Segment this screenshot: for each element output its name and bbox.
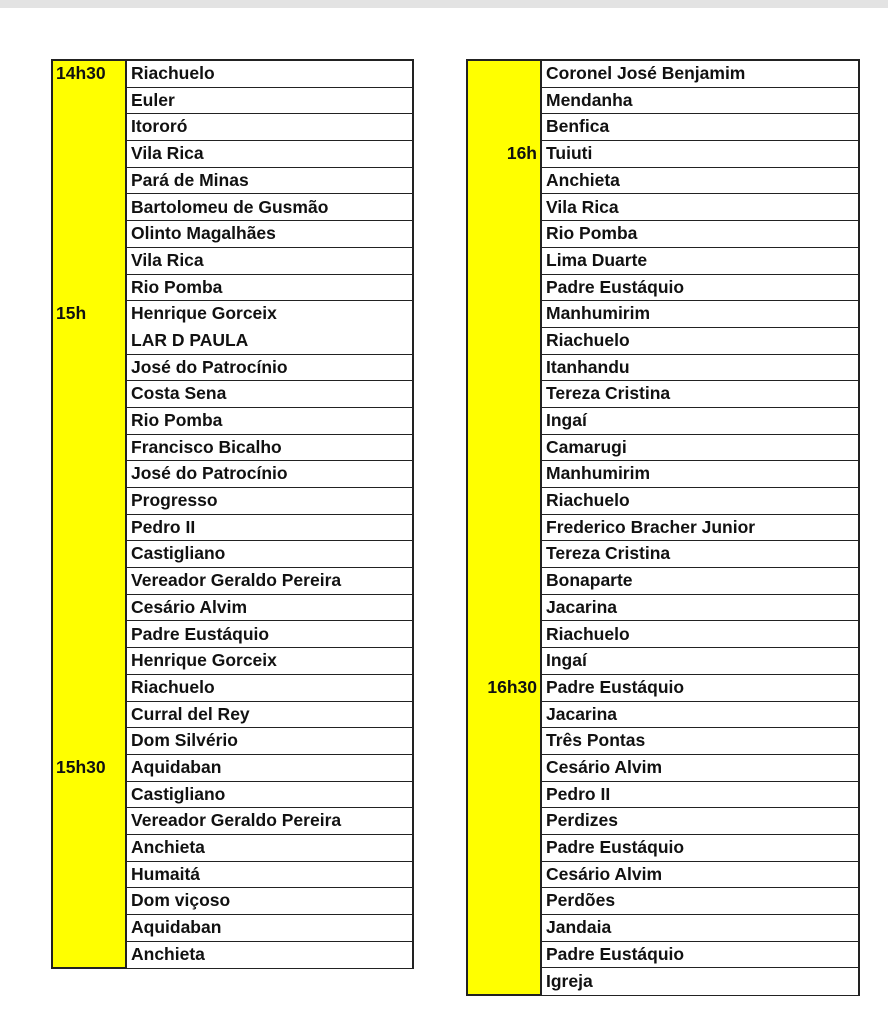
location-name-cell: Manhumirim: [541, 461, 859, 488]
location-name-cell: Vila Rica: [126, 247, 413, 274]
table-row: [52, 141, 413, 168]
location-name-cell: Benfica: [541, 114, 859, 141]
location-name-cell: Padre Eustáquio: [541, 941, 859, 968]
location-name-cell: Rio Pomba: [126, 407, 413, 434]
location-name-cell: Manhumirim: [541, 301, 859, 328]
table-row: [467, 301, 859, 328]
table-row: [467, 60, 859, 87]
time-cell: 16h30: [467, 674, 541, 701]
time-cell: [467, 354, 541, 381]
table-row: [467, 621, 859, 648]
location-name-cell: Euler: [126, 87, 413, 114]
location-name-cell: Castigliano: [126, 541, 413, 568]
location-name-cell: Riachuelo: [541, 327, 859, 354]
table-row: [52, 861, 413, 888]
table-row: [467, 327, 859, 354]
table-row: [52, 327, 413, 354]
time-cell: [467, 754, 541, 781]
table-row: [467, 274, 859, 301]
table-row: [52, 888, 413, 915]
table-row: [52, 621, 413, 648]
location-name-cell: Olinto Magalhães: [126, 221, 413, 248]
schedule-left-body: [52, 60, 413, 968]
time-cell: [52, 274, 126, 301]
table-row: [52, 60, 413, 87]
time-cell: [467, 488, 541, 515]
table-row: [52, 221, 413, 248]
time-cell: [52, 648, 126, 675]
time-cell: [52, 594, 126, 621]
table-row: [52, 568, 413, 595]
table-row: [467, 781, 859, 808]
time-cell: [52, 621, 126, 648]
table-row: [467, 167, 859, 194]
time-cell: [52, 194, 126, 221]
time-cell: [52, 434, 126, 461]
time-cell: [52, 407, 126, 434]
time-cell: [467, 434, 541, 461]
time-cell: [467, 327, 541, 354]
location-name-cell: Perdizes: [541, 808, 859, 835]
location-name-cell: Cesário Alvim: [541, 861, 859, 888]
location-name-cell: Francisco Bicalho: [126, 434, 413, 461]
table-row: [467, 461, 859, 488]
time-cell: [467, 808, 541, 835]
table-row: [52, 541, 413, 568]
location-name-cell: Riachuelo: [126, 674, 413, 701]
time-cell: [467, 194, 541, 221]
time-cell: [467, 87, 541, 114]
time-cell: [52, 514, 126, 541]
table-row: [52, 354, 413, 381]
location-name-cell: Riachuelo: [126, 60, 413, 87]
time-cell: [52, 541, 126, 568]
table-row: [467, 407, 859, 434]
time-cell: [467, 888, 541, 915]
table-row: [467, 87, 859, 114]
table-row: [52, 434, 413, 461]
table-row: [52, 594, 413, 621]
time-cell: 16h: [467, 141, 541, 168]
table-row: [52, 941, 413, 968]
time-cell: [467, 701, 541, 728]
table-row: [52, 728, 413, 755]
time-cell: [52, 141, 126, 168]
table-row: [467, 728, 859, 755]
location-name-cell: Anchieta: [126, 941, 413, 968]
time-cell: [52, 381, 126, 408]
table-row: [52, 648, 413, 675]
location-name-cell: Vila Rica: [541, 194, 859, 221]
table-row: [52, 461, 413, 488]
location-name-cell: Vereador Geraldo Pereira: [126, 568, 413, 595]
table-row: [52, 754, 413, 781]
table-row: [52, 781, 413, 808]
location-name-cell: Tuiuti: [541, 141, 859, 168]
location-name-cell: Coronel José Benjamim: [541, 60, 859, 87]
time-cell: [52, 327, 126, 354]
location-name-cell: Jacarina: [541, 594, 859, 621]
schedule-table-left: [51, 59, 414, 969]
time-cell: [467, 381, 541, 408]
location-name-cell: Rio Pomba: [541, 221, 859, 248]
location-name-cell: Humaitá: [126, 861, 413, 888]
table-row: [467, 754, 859, 781]
time-cell: [467, 514, 541, 541]
table-row: [52, 701, 413, 728]
location-name-cell: Frederico Bracher Junior: [541, 514, 859, 541]
location-name-cell: Três Pontas: [541, 728, 859, 755]
time-cell: [52, 247, 126, 274]
table-row: [467, 648, 859, 675]
time-cell: [467, 274, 541, 301]
table-row: [467, 514, 859, 541]
table-row: [467, 888, 859, 915]
time-cell: [467, 915, 541, 942]
table-row: [467, 434, 859, 461]
location-name-cell: Dom Silvério: [126, 728, 413, 755]
location-name-cell: Jacarina: [541, 701, 859, 728]
time-cell: [52, 728, 126, 755]
time-cell: [467, 648, 541, 675]
location-name-cell: José do Patrocínio: [126, 461, 413, 488]
time-cell: [467, 594, 541, 621]
time-cell: [467, 834, 541, 861]
table-row: [467, 808, 859, 835]
time-cell: [467, 861, 541, 888]
time-cell: [52, 674, 126, 701]
table-row: [467, 968, 859, 995]
table-row: [52, 301, 413, 328]
time-cell: [467, 461, 541, 488]
table-row: [467, 194, 859, 221]
location-name-cell: Cesário Alvim: [541, 754, 859, 781]
time-cell: [52, 834, 126, 861]
table-row: [467, 221, 859, 248]
location-name-cell: Aquidaban: [126, 915, 413, 942]
location-name-cell: Padre Eustáquio: [541, 834, 859, 861]
location-name-cell: LAR D PAULA: [126, 327, 413, 354]
time-cell: [467, 568, 541, 595]
time-cell: [52, 354, 126, 381]
location-name-cell: Padre Eustáquio: [541, 674, 859, 701]
schedule-table-right: [466, 59, 860, 996]
table-row: [52, 808, 413, 835]
location-name-cell: Anchieta: [126, 834, 413, 861]
time-cell: [52, 781, 126, 808]
time-cell: [52, 861, 126, 888]
time-cell: [467, 247, 541, 274]
location-name-cell: Padre Eustáquio: [126, 621, 413, 648]
location-name-cell: Progresso: [126, 488, 413, 515]
location-name-cell: Lima Duarte: [541, 247, 859, 274]
time-cell: [52, 221, 126, 248]
time-cell: [467, 221, 541, 248]
time-cell: [52, 888, 126, 915]
location-name-cell: Perdões: [541, 888, 859, 915]
table-row: [467, 114, 859, 141]
time-cell: [467, 60, 541, 87]
location-name-cell: Itanhandu: [541, 354, 859, 381]
time-cell: [467, 407, 541, 434]
table-row: [52, 915, 413, 942]
location-name-cell: Castigliano: [126, 781, 413, 808]
time-cell: [52, 808, 126, 835]
table-row: [467, 941, 859, 968]
time-cell: 15h30: [52, 754, 126, 781]
location-name-cell: Vila Rica: [126, 141, 413, 168]
time-cell: [467, 621, 541, 648]
location-name-cell: Aquidaban: [126, 754, 413, 781]
time-cell: 15h: [52, 301, 126, 328]
table-row: [467, 141, 859, 168]
location-name-cell: Anchieta: [541, 167, 859, 194]
location-name-cell: Itororó: [126, 114, 413, 141]
table-row: [467, 674, 859, 701]
table-row: [52, 194, 413, 221]
time-cell: [52, 941, 126, 968]
location-name-cell: Curral del Rey: [126, 701, 413, 728]
location-name-cell: Riachuelo: [541, 488, 859, 515]
time-cell: [52, 488, 126, 515]
location-name-cell: Tereza Cristina: [541, 381, 859, 408]
location-name-cell: Henrique Gorceix: [126, 648, 413, 675]
table-row: [467, 381, 859, 408]
table-row: [467, 541, 859, 568]
location-name-cell: Rio Pomba: [126, 274, 413, 301]
schedule-right-body: [467, 60, 859, 995]
time-cell: [467, 167, 541, 194]
location-name-cell: Vereador Geraldo Pereira: [126, 808, 413, 835]
table-row: [467, 915, 859, 942]
time-cell: [52, 167, 126, 194]
time-cell: [467, 968, 541, 995]
time-cell: 14h30: [52, 60, 126, 87]
time-cell: [52, 461, 126, 488]
time-cell: [52, 915, 126, 942]
table-row: [467, 861, 859, 888]
table-row: [52, 87, 413, 114]
time-cell: [467, 301, 541, 328]
table-row: [467, 594, 859, 621]
table-row: [52, 167, 413, 194]
location-name-cell: Camarugi: [541, 434, 859, 461]
table-row: [467, 834, 859, 861]
table-row: [467, 701, 859, 728]
table-row: [52, 381, 413, 408]
location-name-cell: Igreja: [541, 968, 859, 995]
location-name-cell: José do Patrocínio: [126, 354, 413, 381]
location-name-cell: Ingaí: [541, 407, 859, 434]
location-name-cell: Costa Sena: [126, 381, 413, 408]
table-row: [52, 247, 413, 274]
table-row: [52, 488, 413, 515]
table-row: [467, 488, 859, 515]
location-name-cell: Bartolomeu de Gusmão: [126, 194, 413, 221]
table-row: [52, 514, 413, 541]
location-name-cell: Tereza Cristina: [541, 541, 859, 568]
table-row: [52, 834, 413, 861]
time-cell: [52, 568, 126, 595]
time-cell: [467, 728, 541, 755]
location-name-cell: Henrique Gorceix: [126, 301, 413, 328]
location-name-cell: Cesário Alvim: [126, 594, 413, 621]
time-cell: [467, 781, 541, 808]
top-gray-bar: [0, 0, 888, 8]
location-name-cell: Padre Eustáquio: [541, 274, 859, 301]
location-name-cell: Bonaparte: [541, 568, 859, 595]
location-name-cell: Dom viçoso: [126, 888, 413, 915]
location-name-cell: Ingaí: [541, 648, 859, 675]
time-cell: [52, 114, 126, 141]
location-name-cell: Pedro II: [541, 781, 859, 808]
table-row: [467, 568, 859, 595]
location-name-cell: Riachuelo: [541, 621, 859, 648]
table-row: [467, 354, 859, 381]
table-row: [52, 274, 413, 301]
location-name-cell: Mendanha: [541, 87, 859, 114]
table-row: [467, 247, 859, 274]
location-name-cell: Pará de Minas: [126, 167, 413, 194]
time-cell: [467, 941, 541, 968]
table-row: [52, 674, 413, 701]
time-cell: [52, 87, 126, 114]
time-cell: [467, 541, 541, 568]
time-cell: [52, 701, 126, 728]
table-row: [52, 114, 413, 141]
table-row: [52, 407, 413, 434]
time-cell: [467, 114, 541, 141]
location-name-cell: Jandaia: [541, 915, 859, 942]
location-name-cell: Pedro II: [126, 514, 413, 541]
